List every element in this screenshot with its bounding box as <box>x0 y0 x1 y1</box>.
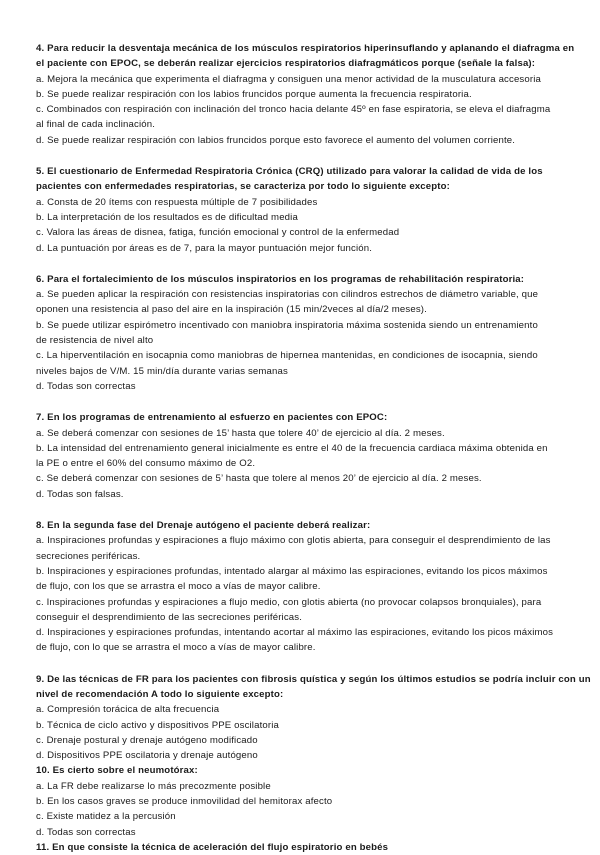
answer-option-line: al final de cada inclinación. <box>36 119 156 131</box>
answer-option <box>36 595 576 626</box>
question-number: 7. <box>36 412 45 424</box>
question-4 <box>36 41 576 148</box>
answer-option <box>36 441 576 472</box>
answer-option <box>36 733 576 748</box>
document-page <box>36 41 591 855</box>
answer-option-line: c. Inspiraciones profundas y espiraciones a flujo medio, con glotis abierta (no provocar colapsos bronquiales), para <box>36 596 542 608</box>
question-6 <box>36 272 576 394</box>
answer-option-line: b. Se puede realizar respiración con los labios fruncidos porque aumenta la frecuencia respiratoria. <box>36 88 472 100</box>
answer-option-line: c. La hiperventilación en isocapnia como maniobras de hipernea mantenidas, en condiciones de isocapnia, siendo <box>36 350 538 362</box>
answer-option <box>36 195 576 210</box>
answer-option-line: niveles bajos de V/M. 15 min/día durante varias semanas <box>36 365 288 377</box>
answer-option <box>36 471 576 486</box>
answer-option-line: c. Se deberá comenzar con sesiones de 5’ hasta que tolere al menos 20’ de ejercicio al día. 2 meses. <box>36 473 482 485</box>
answer-option-line: c. Combinados con respiración con inclinación del tronco hacia delante 45º en fase espiratoria, se eleva el diafragma <box>36 104 551 116</box>
answer-option <box>36 533 576 564</box>
question-8 <box>36 518 576 656</box>
answer-option-line: d. Todas son correctas <box>36 826 136 838</box>
answer-option <box>36 225 576 240</box>
question-stem-line <box>36 179 576 194</box>
question-5 <box>36 164 576 256</box>
answer-option-line: de resistencia de nivel alto <box>36 335 154 347</box>
question-10 <box>36 763 576 839</box>
answer-option-line: c. Drenaje postural y drenaje autógeno modificado <box>36 734 258 746</box>
question-number: 11. <box>36 841 50 853</box>
question-stem-line <box>36 41 576 56</box>
question-stem-line <box>36 56 576 71</box>
question-stem-line <box>36 410 576 425</box>
answer-option-line: c. Existe matidez a la percusión <box>36 811 176 823</box>
question-7 <box>36 410 576 502</box>
answer-option-line: d. La puntuación por áreas es de 7, para la mayor puntuación mejor función. <box>36 242 373 254</box>
question-stem-line <box>36 672 591 687</box>
question-stem-text: El cuestionario de Enfermedad Respiratoria Crónica (CRQ) utilizado para valorar la calidad de vida de los <box>47 166 543 178</box>
answer-option <box>36 210 576 225</box>
question-number: 5. <box>36 166 45 178</box>
answer-option-line: b. La interpretación de los resultados es de dificultad media <box>36 211 298 223</box>
answer-option <box>36 426 576 441</box>
question-number: 8. <box>36 520 45 532</box>
question-9 <box>36 672 591 764</box>
answer-option-line: d. Dispositivos PPE oscilatoria y drenaje autógeno <box>36 750 258 762</box>
answer-option-line: d. Todas son falsas. <box>36 488 124 500</box>
question-stem-line <box>36 687 576 702</box>
answer-option-line: d. Se puede realizar respiración con labios fruncidos porque esto favorece el aumento del volumen corriente. <box>36 134 516 146</box>
answer-option <box>36 241 576 256</box>
question-11 <box>36 840 576 855</box>
answer-option-line: b. Se puede utilizar espirómetro incentivado con maniobra inspiratoria máxima sostenida siendo un entrenamiento <box>36 319 538 331</box>
answer-option-line: a. Compresión torácica de alta frecuencia <box>36 704 220 716</box>
answer-option <box>36 72 576 87</box>
question-number: 9. <box>36 673 45 685</box>
answer-option <box>36 718 576 733</box>
answer-option <box>36 287 576 318</box>
question-number: 10. <box>36 765 50 777</box>
question-stem-text: Es cierto sobre el neumotórax: <box>52 765 198 777</box>
question-stem-line <box>36 763 576 778</box>
answer-option <box>36 102 576 133</box>
question-stem-text: Para reducir la desventaja mecánica de los músculos respiratorios hiperinsuflando y aplanando el diafragma en <box>47 43 575 54</box>
answer-option <box>36 779 576 794</box>
answer-option-line: b. Inspiraciones y espiraciones profundas, intentado alargar al máximo las espiraciones, evitando los picos máximos <box>36 565 548 577</box>
answer-option-line: a. Mejora la mecánica que experimenta el diafragma y consiguen una menor actividad de la musculatura accesoria <box>36 73 541 85</box>
answer-option-line: a. Se deberá comenzar con sesiones de 15’ hasta que tolere 40’ de ejercicio al día. 2 meses. <box>36 427 445 439</box>
answer-option-line: a. Se pueden aplicar la respiración con resistencias inspiratorias con cilindros estrechos de diámetro variable, que <box>36 289 539 301</box>
question-stem-text: De las técnicas de FR para los pacientes con fibrosis quística y según los últimos estudios se podría incluir con un <box>47 673 591 685</box>
question-stem-line <box>36 164 576 179</box>
answer-option-line: c. Valora las áreas de disnea, fatiga, función emocional y control de la enfermedad <box>36 227 400 239</box>
answer-option-line: b. La intensidad del entrenamiento general inicialmente es entre el 40 de la frecuencia cardiaca máxima obtenida en <box>36 442 548 454</box>
answer-option-line: de flujo, con los que se arrastra el moco a vías de mayor calibre. <box>36 581 321 593</box>
question-stem-text: En los programas de entrenamiento al esfuerzo en pacientes con EPOC: <box>47 412 388 424</box>
question-stem-text: Para el fortalecimiento de los músculos inspiratorios en los programas de rehabilitación respiratoria: <box>47 273 525 285</box>
answer-option-line: conseguir el desprendimiento de las secreciones periféricas. <box>36 611 303 623</box>
answer-option <box>36 379 576 394</box>
answer-option <box>36 825 576 840</box>
question-stem-line <box>36 272 576 287</box>
answer-option-line: a. Inspiraciones profundas y espiraciones a flujo máximo con glotis abierta, para conseguir el desprendimiento de las <box>36 535 551 547</box>
answer-option <box>36 318 576 349</box>
answer-option <box>36 564 576 595</box>
answer-option-line: d. Todas son correctas <box>36 380 136 392</box>
question-stem-text: nivel de recomendación A todo lo siguiente excepto: <box>36 688 284 700</box>
answer-option-line: de flujo, con lo que se arrastra el moco a vías de mayor calibre. <box>36 642 316 654</box>
answer-option <box>36 87 576 102</box>
answer-option-line: secreciones periféricas. <box>36 550 141 562</box>
question-stem-text: En la segunda fase del Drenaje autógeno el paciente deberá realizar: <box>47 520 371 532</box>
question-stem-text: pacientes con enfermedades respiratorias, se caracteriza por todo lo siguiente excepto: <box>36 181 450 193</box>
question-stem-text: el paciente con EPOC, se deberán realizar ejercicios respiratorios diafragmáticos porque (señale la falsa): <box>36 58 536 70</box>
answer-option <box>36 702 576 717</box>
answer-option-line: la PE o entre el 60% del consumo máximo de O2. <box>36 458 256 470</box>
answer-option-line: oponen una resistencia al paso del aire en la inspiración (15 min/2veces al día/2 meses). <box>36 304 427 316</box>
answer-option <box>36 625 576 656</box>
answer-option <box>36 487 576 502</box>
answer-option-line: a. Consta de 20 ítems con respuesta múltiple de 7 posibilidades <box>36 196 318 208</box>
answer-option <box>36 133 576 148</box>
answer-option <box>36 748 576 763</box>
question-stem-text: En que consiste la técnica de aceleración del flujo espiratorio en bebés <box>52 841 389 853</box>
answer-option-line: a. La FR debe realizarse lo más precozmente posible <box>36 780 271 792</box>
answer-option <box>36 348 576 379</box>
answer-option <box>36 809 576 824</box>
answer-option-line: b. En los casos graves se produce inmovilidad del hemitorax afecto <box>36 796 333 808</box>
question-number: 4. <box>36 43 45 54</box>
answer-option-line: d. Inspiraciones y espiraciones profundas, intentando acortar al máximo las espiraciones, evitando los picos máximos <box>36 627 554 639</box>
answer-option <box>36 794 576 809</box>
question-stem-line <box>36 840 576 855</box>
question-stem-line <box>36 518 576 533</box>
question-number: 6. <box>36 273 45 285</box>
answer-option-line: b. Técnica de ciclo activo y dispositivos PPE oscilatoria <box>36 719 279 731</box>
